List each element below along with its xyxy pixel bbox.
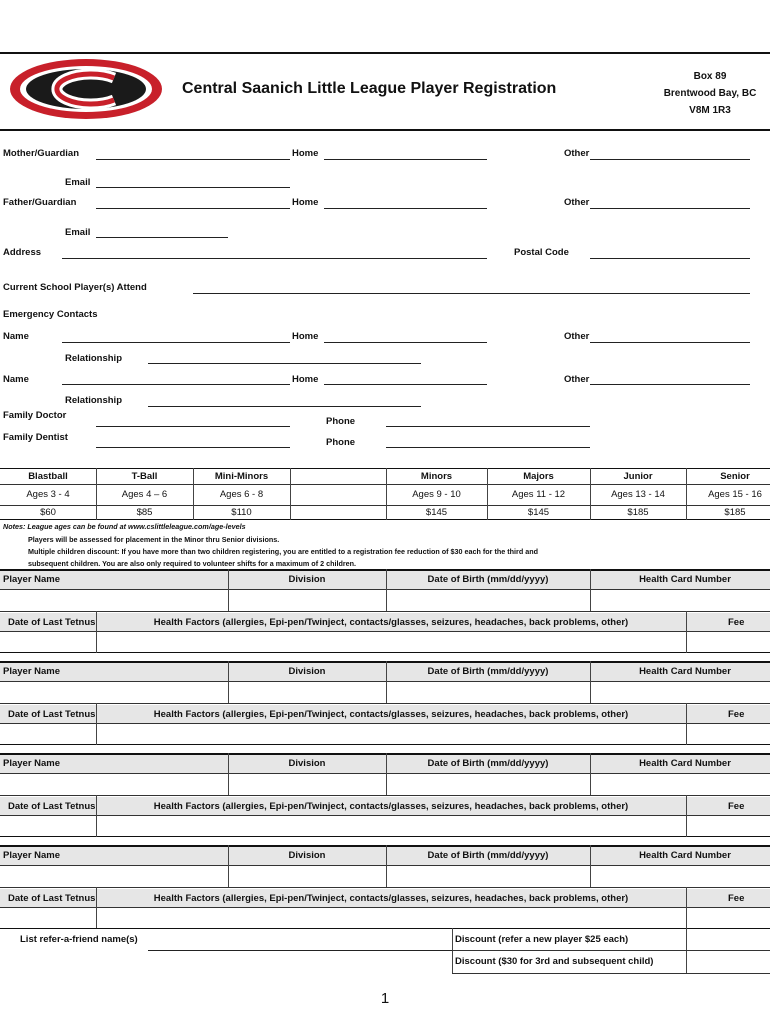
emergency1-other-label: Other bbox=[564, 331, 590, 342]
division-name-minors: Minors bbox=[420, 471, 453, 482]
dob-label: Date of Birth (mm/dd/yyyy) bbox=[427, 666, 549, 677]
dob-field[interactable] bbox=[387, 866, 590, 887]
health-factors-label: Health Factors (allergies, Epi-pen/Twinject, contacts/glasses, seizures, headaches, back problems, other) bbox=[153, 709, 629, 720]
emergency2-home-field[interactable] bbox=[324, 384, 487, 385]
mother-home-label: Home bbox=[292, 148, 319, 159]
division-name-majors: Majors bbox=[523, 471, 554, 482]
division-field[interactable] bbox=[229, 590, 386, 611]
division-name-junior: Junior bbox=[623, 471, 653, 482]
discount-sibling-label: Discount ($30 for 3rd and subsequent child) bbox=[455, 956, 654, 967]
division-fee-blastball: $60 bbox=[40, 507, 56, 518]
health-card-field[interactable] bbox=[591, 774, 770, 795]
doctor-field[interactable] bbox=[96, 426, 290, 427]
health-factors-label: Health Factors (allergies, Epi-pen/Twinject, contacts/glasses, seizures, headaches, back problems, other) bbox=[153, 801, 629, 812]
address-line-3: V8M 1R3 bbox=[689, 105, 731, 116]
health-factors-field[interactable] bbox=[97, 908, 686, 928]
health-factors-label: Health Factors (allergies, Epi-pen/Twinject, contacts/glasses, seizures, headaches, back problems, other) bbox=[153, 617, 629, 628]
division-label: Division bbox=[288, 758, 326, 769]
mother-label: Mother/Guardian bbox=[3, 148, 80, 159]
address-line-1: Box 89 bbox=[693, 71, 727, 82]
mother-home-field[interactable] bbox=[324, 159, 487, 160]
page-number: 1 bbox=[380, 990, 390, 1007]
page-title: Central Saanich Little League Player Registration bbox=[182, 80, 557, 97]
address-field[interactable] bbox=[62, 258, 487, 259]
father-email-label: Email bbox=[65, 227, 91, 238]
emergency2-name-field[interactable] bbox=[62, 384, 290, 385]
tetnus-field[interactable] bbox=[0, 632, 96, 652]
division-ages-minors: Ages 9 - 10 bbox=[412, 489, 461, 500]
address-label: Address bbox=[3, 247, 42, 258]
player-block-1 bbox=[0, 569, 770, 653]
health-factors-field[interactable] bbox=[97, 724, 686, 744]
division-name-mini-minors: Mini-Minors bbox=[214, 471, 269, 482]
division-fee-majors: $145 bbox=[527, 507, 550, 518]
player-block-2 bbox=[0, 661, 770, 745]
health-card-field[interactable] bbox=[591, 866, 770, 887]
league-logo bbox=[6, 56, 166, 122]
player-block-4 bbox=[0, 845, 770, 929]
father-home-field[interactable] bbox=[324, 208, 487, 209]
father-other-label: Other bbox=[564, 197, 590, 208]
mother-email-field[interactable] bbox=[96, 187, 290, 188]
tetnus-label: Date of Last Tetnus bbox=[8, 801, 96, 812]
discount-sibling-field[interactable] bbox=[687, 951, 770, 973]
postal-code-label: Postal Code bbox=[514, 247, 569, 258]
player-name-field[interactable] bbox=[0, 866, 228, 887]
dob-label: Date of Birth (mm/dd/yyyy) bbox=[427, 574, 549, 585]
father-other-field[interactable] bbox=[590, 208, 750, 209]
refer-friend-field[interactable] bbox=[148, 950, 452, 951]
mother-other-label: Other bbox=[564, 148, 590, 159]
notes-line-1: Notes: League ages can be found at www.cslittleleague.com/age-levels bbox=[3, 522, 246, 531]
fee-field[interactable] bbox=[687, 632, 770, 652]
fee-field[interactable] bbox=[687, 724, 770, 744]
father-name-field[interactable] bbox=[96, 208, 290, 209]
discount-referral-field[interactable] bbox=[687, 929, 770, 949]
division-fee-tball: $85 bbox=[136, 507, 153, 518]
division-name-blastball: Blastball bbox=[28, 471, 68, 482]
dentist-phone-label: Phone bbox=[326, 437, 356, 448]
school-field[interactable] bbox=[193, 293, 750, 294]
dentist-label: Family Dentist bbox=[3, 432, 68, 443]
address-line-2: Brentwood Bay, BC bbox=[663, 88, 757, 99]
tetnus-field[interactable] bbox=[0, 908, 96, 928]
division-fee-junior: $185 bbox=[627, 507, 649, 518]
dentist-phone-field[interactable] bbox=[386, 447, 590, 448]
health-factors-label: Health Factors (allergies, Epi-pen/Twinject, contacts/glasses, seizures, headaches, back problems, other) bbox=[153, 893, 629, 904]
division-field[interactable] bbox=[229, 866, 386, 887]
health-card-label: Health Card Number bbox=[639, 574, 731, 585]
player-block-3 bbox=[0, 753, 770, 837]
dob-field[interactable] bbox=[387, 590, 590, 611]
division-fee-mini-minors: $110 bbox=[231, 507, 252, 518]
emergency2-name-label: Name bbox=[3, 374, 29, 385]
tetnus-field[interactable] bbox=[0, 816, 96, 836]
player-name-label: Player Name bbox=[3, 758, 61, 769]
notes-line-4: subsequent children. You are also only required to volunteer shifts for a maximum of 2 children. bbox=[28, 559, 357, 568]
division-label: Division bbox=[288, 850, 326, 861]
emergency2-relationship-label: Relationship bbox=[65, 395, 123, 406]
player-name-field[interactable] bbox=[0, 682, 228, 703]
emergency2-home-label: Home bbox=[292, 374, 319, 385]
dentist-field[interactable] bbox=[96, 447, 290, 448]
player-name-field[interactable] bbox=[0, 774, 228, 795]
health-card-label: Health Card Number bbox=[639, 758, 731, 769]
emergency2-other-field[interactable] bbox=[590, 384, 750, 385]
fee-field[interactable] bbox=[687, 816, 770, 836]
emergency1-home-field[interactable] bbox=[324, 342, 487, 343]
fee-label: Fee bbox=[728, 617, 745, 628]
health-factors-field[interactable] bbox=[97, 632, 686, 652]
father-label: Father/Guardian bbox=[3, 197, 77, 208]
header-top-rule bbox=[0, 52, 770, 54]
division-table bbox=[0, 468, 770, 520]
postal-code-field[interactable] bbox=[590, 258, 750, 259]
footer-section bbox=[0, 928, 770, 975]
division-ages-junior: Ages 13 - 14 bbox=[611, 489, 665, 500]
emergency1-other-field[interactable] bbox=[590, 342, 750, 343]
school-label: Current School Player(s) Attend bbox=[3, 282, 147, 293]
division-name-senior: Senior bbox=[720, 471, 750, 482]
dob-label: Date of Birth (mm/dd/yyyy) bbox=[427, 850, 549, 861]
health-card-label: Health Card Number bbox=[639, 666, 731, 677]
division-label: Division bbox=[288, 574, 326, 585]
player-name-label: Player Name bbox=[3, 666, 61, 677]
player-name-field[interactable] bbox=[0, 590, 228, 611]
division-ages-majors: Ages 11 - 12 bbox=[511, 489, 566, 500]
fee-label: Fee bbox=[728, 893, 745, 904]
division-ages-senior: Ages 15 - 16 bbox=[708, 489, 762, 500]
emergency1-name-label: Name bbox=[3, 331, 29, 342]
dob-label: Date of Birth (mm/dd/yyyy) bbox=[427, 758, 549, 769]
tetnus-label: Date of Last Tetnus bbox=[8, 893, 96, 904]
notes-line-3: Multiple children discount: If you have more than two children registering, you are entitled to a registration fee reduction of $30 each for the third and bbox=[28, 547, 538, 556]
mother-other-field[interactable] bbox=[590, 159, 750, 160]
emergency2-relationship-field[interactable] bbox=[148, 406, 421, 407]
health-card-field[interactable] bbox=[591, 682, 770, 703]
doctor-phone-field[interactable] bbox=[386, 426, 590, 427]
health-factors-field[interactable] bbox=[97, 816, 686, 836]
health-card-label: Health Card Number bbox=[639, 850, 731, 861]
division-ages-blastball: Ages 3 - 4 bbox=[26, 489, 70, 500]
notes-line-2: Players will be assessed for placement in the Minor thru Senior divisions. bbox=[28, 535, 280, 544]
fee-field[interactable] bbox=[687, 908, 770, 928]
tetnus-field[interactable] bbox=[0, 724, 96, 744]
player-name-label: Player Name bbox=[3, 850, 61, 861]
mother-name-field[interactable] bbox=[96, 159, 290, 160]
emergency1-name-field[interactable] bbox=[62, 342, 290, 343]
dob-field[interactable] bbox=[387, 774, 590, 795]
division-ages-mini-minors: Ages 6 - 8 bbox=[219, 489, 264, 500]
mother-email-label: Email bbox=[65, 177, 91, 188]
doctor-phone-label: Phone bbox=[326, 416, 356, 427]
division-ages-tball: Ages 4 – 6 bbox=[121, 489, 168, 500]
division-fee-minors: $145 bbox=[425, 507, 448, 518]
header-bottom-rule bbox=[0, 129, 770, 131]
discount-referral-label: Discount (refer a new player $25 each) bbox=[455, 934, 629, 945]
tetnus-label: Date of Last Tetnus bbox=[8, 709, 96, 720]
emergency1-relationship-label: Relationship bbox=[65, 353, 123, 364]
health-card-field[interactable] bbox=[591, 590, 770, 611]
dob-field[interactable] bbox=[387, 682, 590, 703]
fee-label: Fee bbox=[728, 709, 745, 720]
fee-label: Fee bbox=[728, 801, 745, 812]
division-field[interactable] bbox=[229, 774, 386, 795]
tetnus-label: Date of Last Tetnus bbox=[8, 617, 96, 628]
refer-friend-label: List refer-a-friend name(s) bbox=[20, 934, 138, 945]
emergency1-relationship-field[interactable] bbox=[148, 363, 421, 364]
division-name-tball: T-Ball bbox=[131, 471, 158, 482]
division-label: Division bbox=[288, 666, 326, 677]
division-field[interactable] bbox=[229, 682, 386, 703]
player-name-label: Player Name bbox=[3, 574, 61, 585]
league-address bbox=[620, 68, 770, 119]
emergency-contacts-heading: Emergency Contacts bbox=[3, 309, 98, 320]
division-fee-senior: $185 bbox=[724, 507, 746, 518]
doctor-label: Family Doctor bbox=[3, 410, 67, 421]
emergency2-other-label: Other bbox=[564, 374, 590, 385]
father-email-field[interactable] bbox=[96, 237, 228, 238]
emergency1-home-label: Home bbox=[292, 331, 319, 342]
father-home-label: Home bbox=[292, 197, 319, 208]
